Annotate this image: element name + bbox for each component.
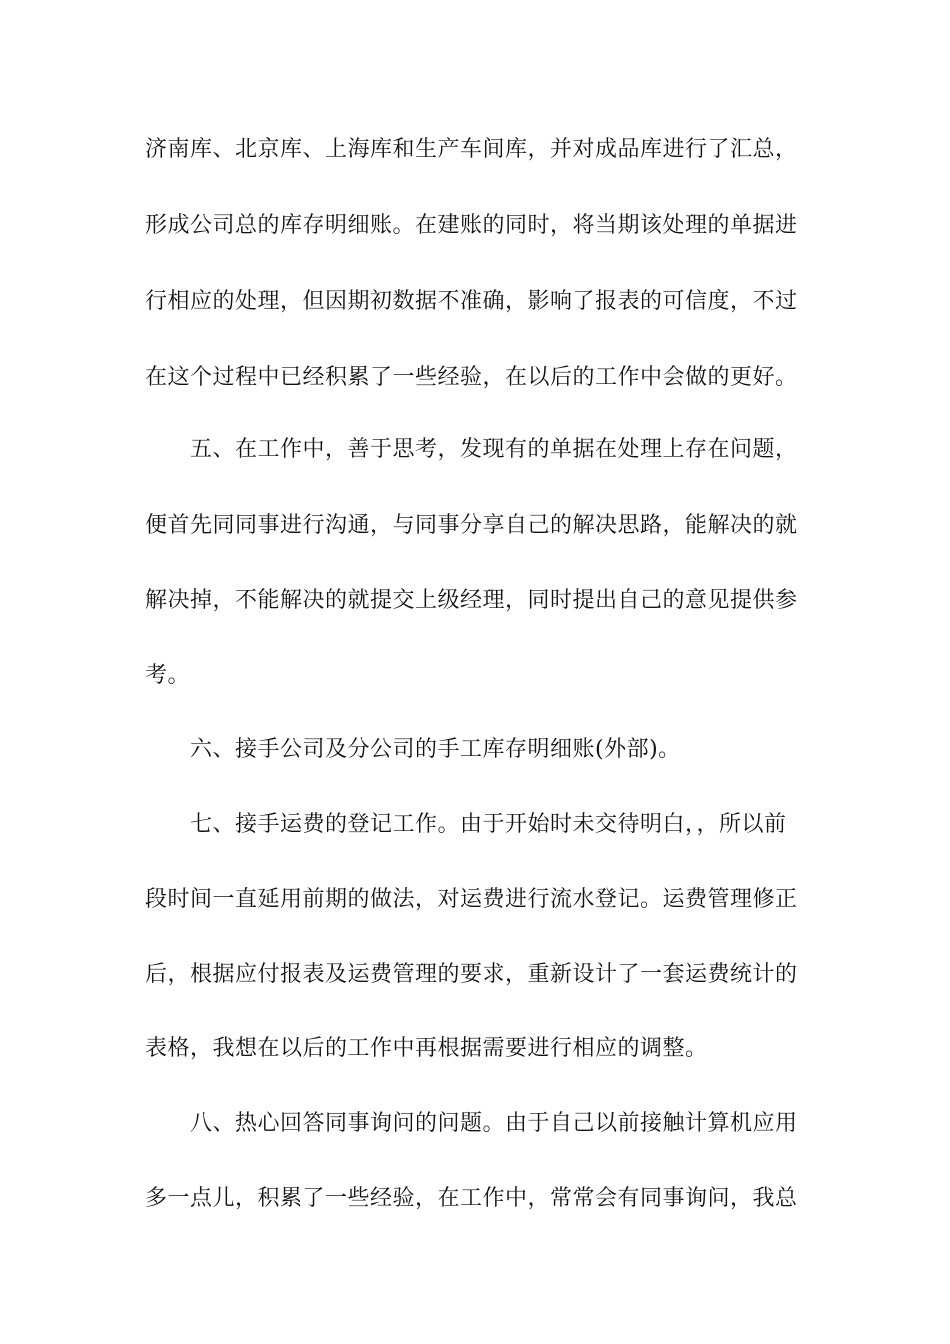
text-line: 在这个过程中已经积累了一些经验，在以后的工作中会做的更好。 (145, 365, 798, 390)
text-line: 解决掉，不能解决的就提交上级经理，同时提出自己的意见提供参 (145, 588, 798, 613)
text-line: 段时间一直延用前期的做法，对运费进行流水登记。运费管理修正 (145, 887, 798, 912)
text-line: 便首先同同事进行沟通，与同事分享自己的解决思路，能解决的就 (145, 513, 798, 538)
text-line: 形成公司总的库存明细账。在建账的同时，将当期该处理的单据进 (145, 213, 798, 238)
text-line: 行相应的处理，但因期初数据不准确，影响了报表的可信度，不过 (145, 289, 798, 314)
paragraph-7-start: 七、接手运费的登记工作。由于开始时未交待明白，，所以前 (190, 812, 787, 837)
paragraph-8-start: 八、热心回答同事询问的问题。由于自己以前接触计算机应用 (190, 1111, 798, 1136)
text-line: 济南库、北京库、上海库和生产车间库，并对成品库进行了汇总， (145, 137, 798, 162)
paragraph-5-start: 五、在工作中，善于思考，发现有的单据在处理上存在问题， (190, 437, 798, 462)
text-line: 后，根据应付报表及运费管理的要求，重新设计了一套运费统计的 (145, 962, 798, 987)
text-line: 考。 (145, 663, 191, 688)
paragraph-6: 六、接手公司及分公司的手工库存明细账(外部)。 (190, 737, 681, 762)
text-line: 多一点儿，积累了一些经验，在工作中，常常会有同事询问，我总 (145, 1186, 798, 1211)
text-line: 表格，我想在以后的工作中再根据需要进行相应的调整。 (145, 1036, 708, 1061)
